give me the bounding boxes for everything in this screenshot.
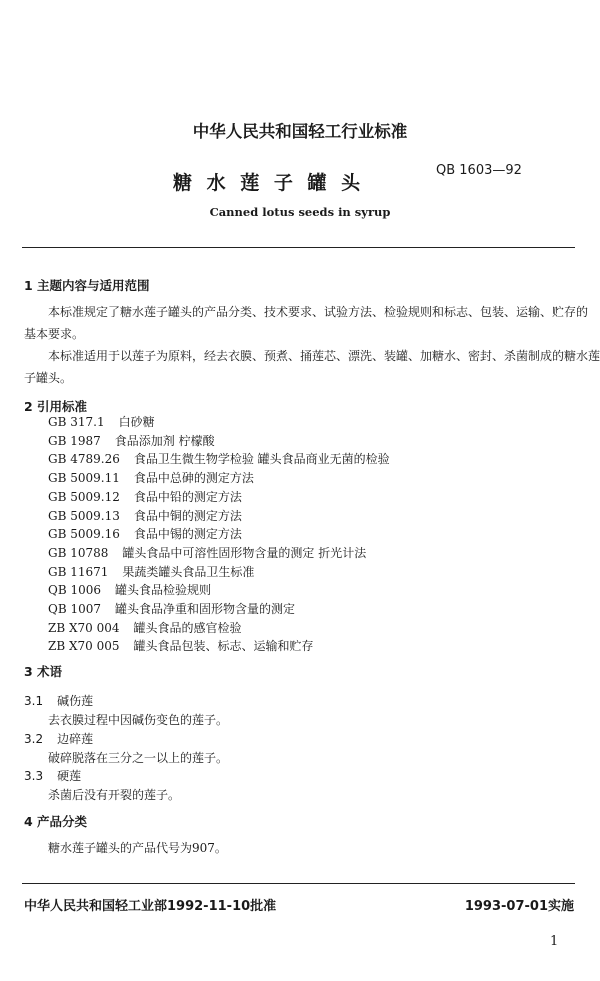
reference-title: 罐头食品净重和固形物含量的测定	[115, 602, 296, 616]
reference-item	[48, 581, 211, 598]
section-3-heading: 3 术语	[24, 664, 63, 679]
reference-item	[48, 450, 390, 467]
section-2-heading: 2 引用标准	[24, 399, 88, 414]
reference-code: GB 5009.13	[48, 508, 120, 523]
reference-code: GB 10788	[48, 545, 109, 560]
approval-note: 中华人民共和国轻工业部1992-11-10批准	[24, 899, 277, 914]
term-number: 3.3	[24, 769, 44, 783]
reference-code: ZB X70 004	[48, 620, 120, 635]
effective-date: 1993-07-01实施	[464, 899, 574, 914]
reference-title: 果蔬类罐头食品卫生标准	[122, 564, 255, 579]
term-name: 碱伤莲	[57, 694, 94, 708]
section-1-heading: 1 主题内容与适用范围	[24, 278, 150, 293]
english-title: Canned lotus seeds in syrup	[209, 205, 391, 219]
reference-title: 罐头食品的感官检验	[133, 620, 242, 635]
reference-code: GB 11671	[48, 564, 109, 579]
footer-divider	[22, 883, 575, 884]
reference-code: GB 5009.12	[48, 489, 120, 504]
reference-item	[48, 619, 242, 636]
term-name: 硬莲	[57, 769, 82, 783]
reference-title: 罐头食品包装、标志、运输和贮存	[133, 639, 314, 654]
paragraph-text: 本标准规定了糖水莲子罐头的产品分类、技术要求、试验方法、检验规则和标志、包装、运输、贮存的	[48, 305, 589, 319]
reference-title: 食品卫生微生物学检验 罐头食品商业无菌的检验	[133, 452, 390, 467]
reference-item	[48, 507, 242, 524]
reference-title: 罐头食品中可溶性固形物含量的测定 折光计法	[122, 545, 367, 560]
reference-title: 白砂糖	[118, 415, 155, 429]
reference-code: ZB X70 005	[48, 639, 120, 654]
reference-title: 食品添加剂 柠檬酸	[114, 433, 215, 448]
reference-item	[48, 525, 242, 542]
reference-item	[48, 637, 314, 654]
term-definition: 破碎脱落在三分之一以上的莲子。	[48, 750, 229, 765]
reference-code: GB 1987	[48, 433, 101, 448]
reference-code: GB 317.1	[48, 415, 105, 429]
reference-title: 食品中铜的测定方法	[133, 508, 242, 523]
term-number: 3.2	[24, 731, 44, 746]
document-title: 糖 水 莲 子 罐 头	[173, 172, 365, 194]
reference-code: GB 4789.26	[48, 452, 120, 467]
issuing-body: 中华人民共和国轻工行业标准	[192, 122, 408, 141]
reference-item	[48, 600, 295, 617]
paragraph-text: 本标准适用于以莲子为原料，经去衣膜、预煮、捅莲芯、漂洗、装罐、加糖水、密封、杀菌制成的糖水莲	[48, 349, 600, 363]
term-heading	[24, 767, 81, 784]
reference-title: 食品中锡的测定方法	[133, 527, 242, 542]
page-number: 1	[550, 934, 559, 949]
term-definition: 杀菌后没有开裂的莲子。	[48, 788, 181, 802]
paragraph-text: 糖水莲子罐头的产品代号为907。	[48, 841, 227, 855]
reference-item	[48, 544, 366, 561]
term-number: 3.1	[24, 694, 44, 708]
paragraph-text: 基本要求。	[24, 327, 85, 341]
reference-item	[48, 469, 254, 486]
reference-code: QB 1006	[48, 583, 102, 598]
term-name: 边碎莲	[57, 731, 94, 746]
reference-title: 食品中总砷的测定方法	[133, 471, 254, 486]
header-divider	[22, 247, 575, 248]
term-definition: 去衣膜过程中因碱伤变色的莲子。	[48, 713, 229, 727]
reference-item	[48, 488, 242, 505]
term-heading	[24, 692, 93, 709]
term-heading	[24, 730, 93, 747]
section-4-heading: 4 产品分类	[24, 814, 88, 829]
reference-item	[48, 413, 155, 430]
paragraph-text: 子罐头。	[24, 371, 73, 385]
reference-code: GB 5009.11	[48, 471, 120, 486]
reference-title: 罐头食品检验规则	[115, 583, 212, 598]
standard-code: QB 1603—92	[436, 163, 522, 178]
reference-code: GB 5009.16	[48, 527, 120, 542]
reference-item	[48, 432, 215, 449]
reference-code: QB 1007	[48, 602, 102, 616]
reference-title: 食品中铅的测定方法	[133, 489, 242, 504]
reference-item	[48, 563, 254, 580]
